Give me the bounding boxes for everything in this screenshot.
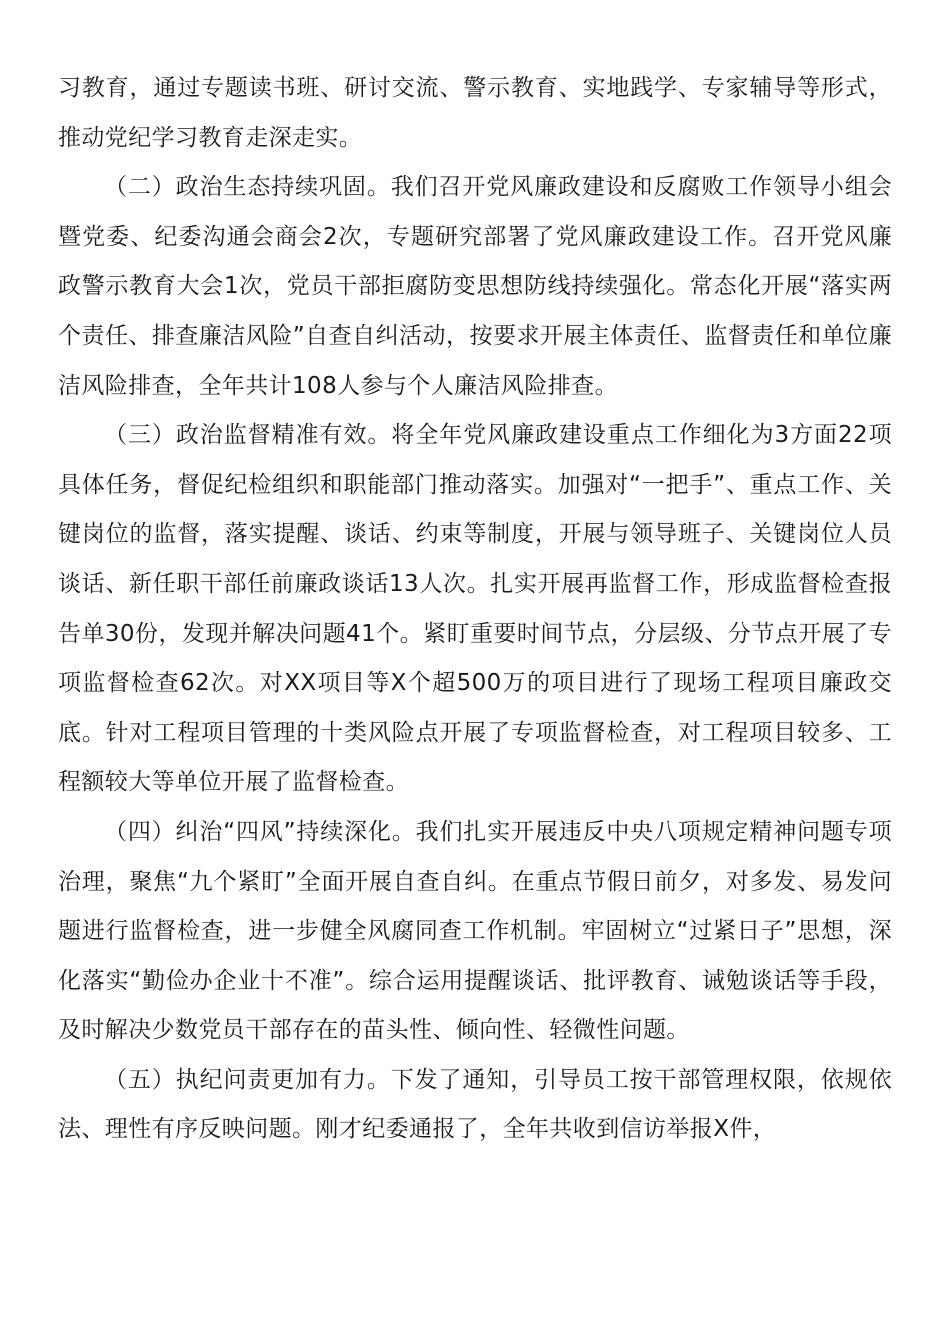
document-body — [58, 64, 892, 1155]
paragraph-political-supervision: （三）政治监督精准有效。将全年党风廉政建设重点工作细化为3方面22项具体任务，督促纪检组织和职能部门推动落实。加强对“一把手”、重点工作、关键岗位的监督，落实提醒、谈话、约束等制度，开展与领导班子、关键岗位人员谈话、新任职干部任前廉政谈话13人次。扎实开展再监督工作，形成监督检查报告单30份，发现并解决问题41个。紧盯重要时间节点，分层级、分节点开展了专项监督检查62次。对XX项目等X个超500万的项目进行了现场工程项目廉政交底。针对工程项目管理的十类风险点开展了专项监督检查，对工程项目较多、工程额较大等单位开展了监督检查。 — [58, 422, 892, 796]
paragraph-discipline-accountability: （五）执纪问责更加有力。下发了通知，引导员工按干部管理权限，依规依法、理性有序反映问题。刚才纪委通报了，全年共收到信访举报X件， — [58, 1066, 892, 1143]
paragraph-four-winds: （四）纠治“四风”持续深化。我们扎实开展违反中央八项规定精神问题专项治理，聚焦“九个紧盯”全面开展自查自纠。在重点节假日前夕，对多发、易发问题进行监督检查，进一步健全风腐同查工作机制。牢固树立“过紧日子”思想，深化落实“勤俭办企业十不准”。综合运用提醒谈话、批评教育、诫勉谈话等手段，及时解决少数党员干部存在的苗头性、倾向性、轻微性问题。 — [58, 818, 892, 1044]
paragraph-political-ecology: （二）政治生态持续巩固。我们召开党风廉政建设和反腐败工作领导小组会暨党委、纪委沟通会商会2次，专题研究部署了党风廉政建设工作。召开党风廉政警示教育大会1次，党员干部拒腐防变思想防线持续强化。常态化开展“落实两个责任、排查廉洁风险”自查自纠活动，按要求开展主体责任、监督责任和单位廉洁风险排查，全年共计108人参与个人廉洁风险排查。 — [58, 174, 892, 399]
paragraph-continuation: 习教育，通过专题读书班、研讨交流、警示教育、实地践学、专家辅导等形式，推动党纪学习教育走深走实。 — [58, 75, 892, 151]
